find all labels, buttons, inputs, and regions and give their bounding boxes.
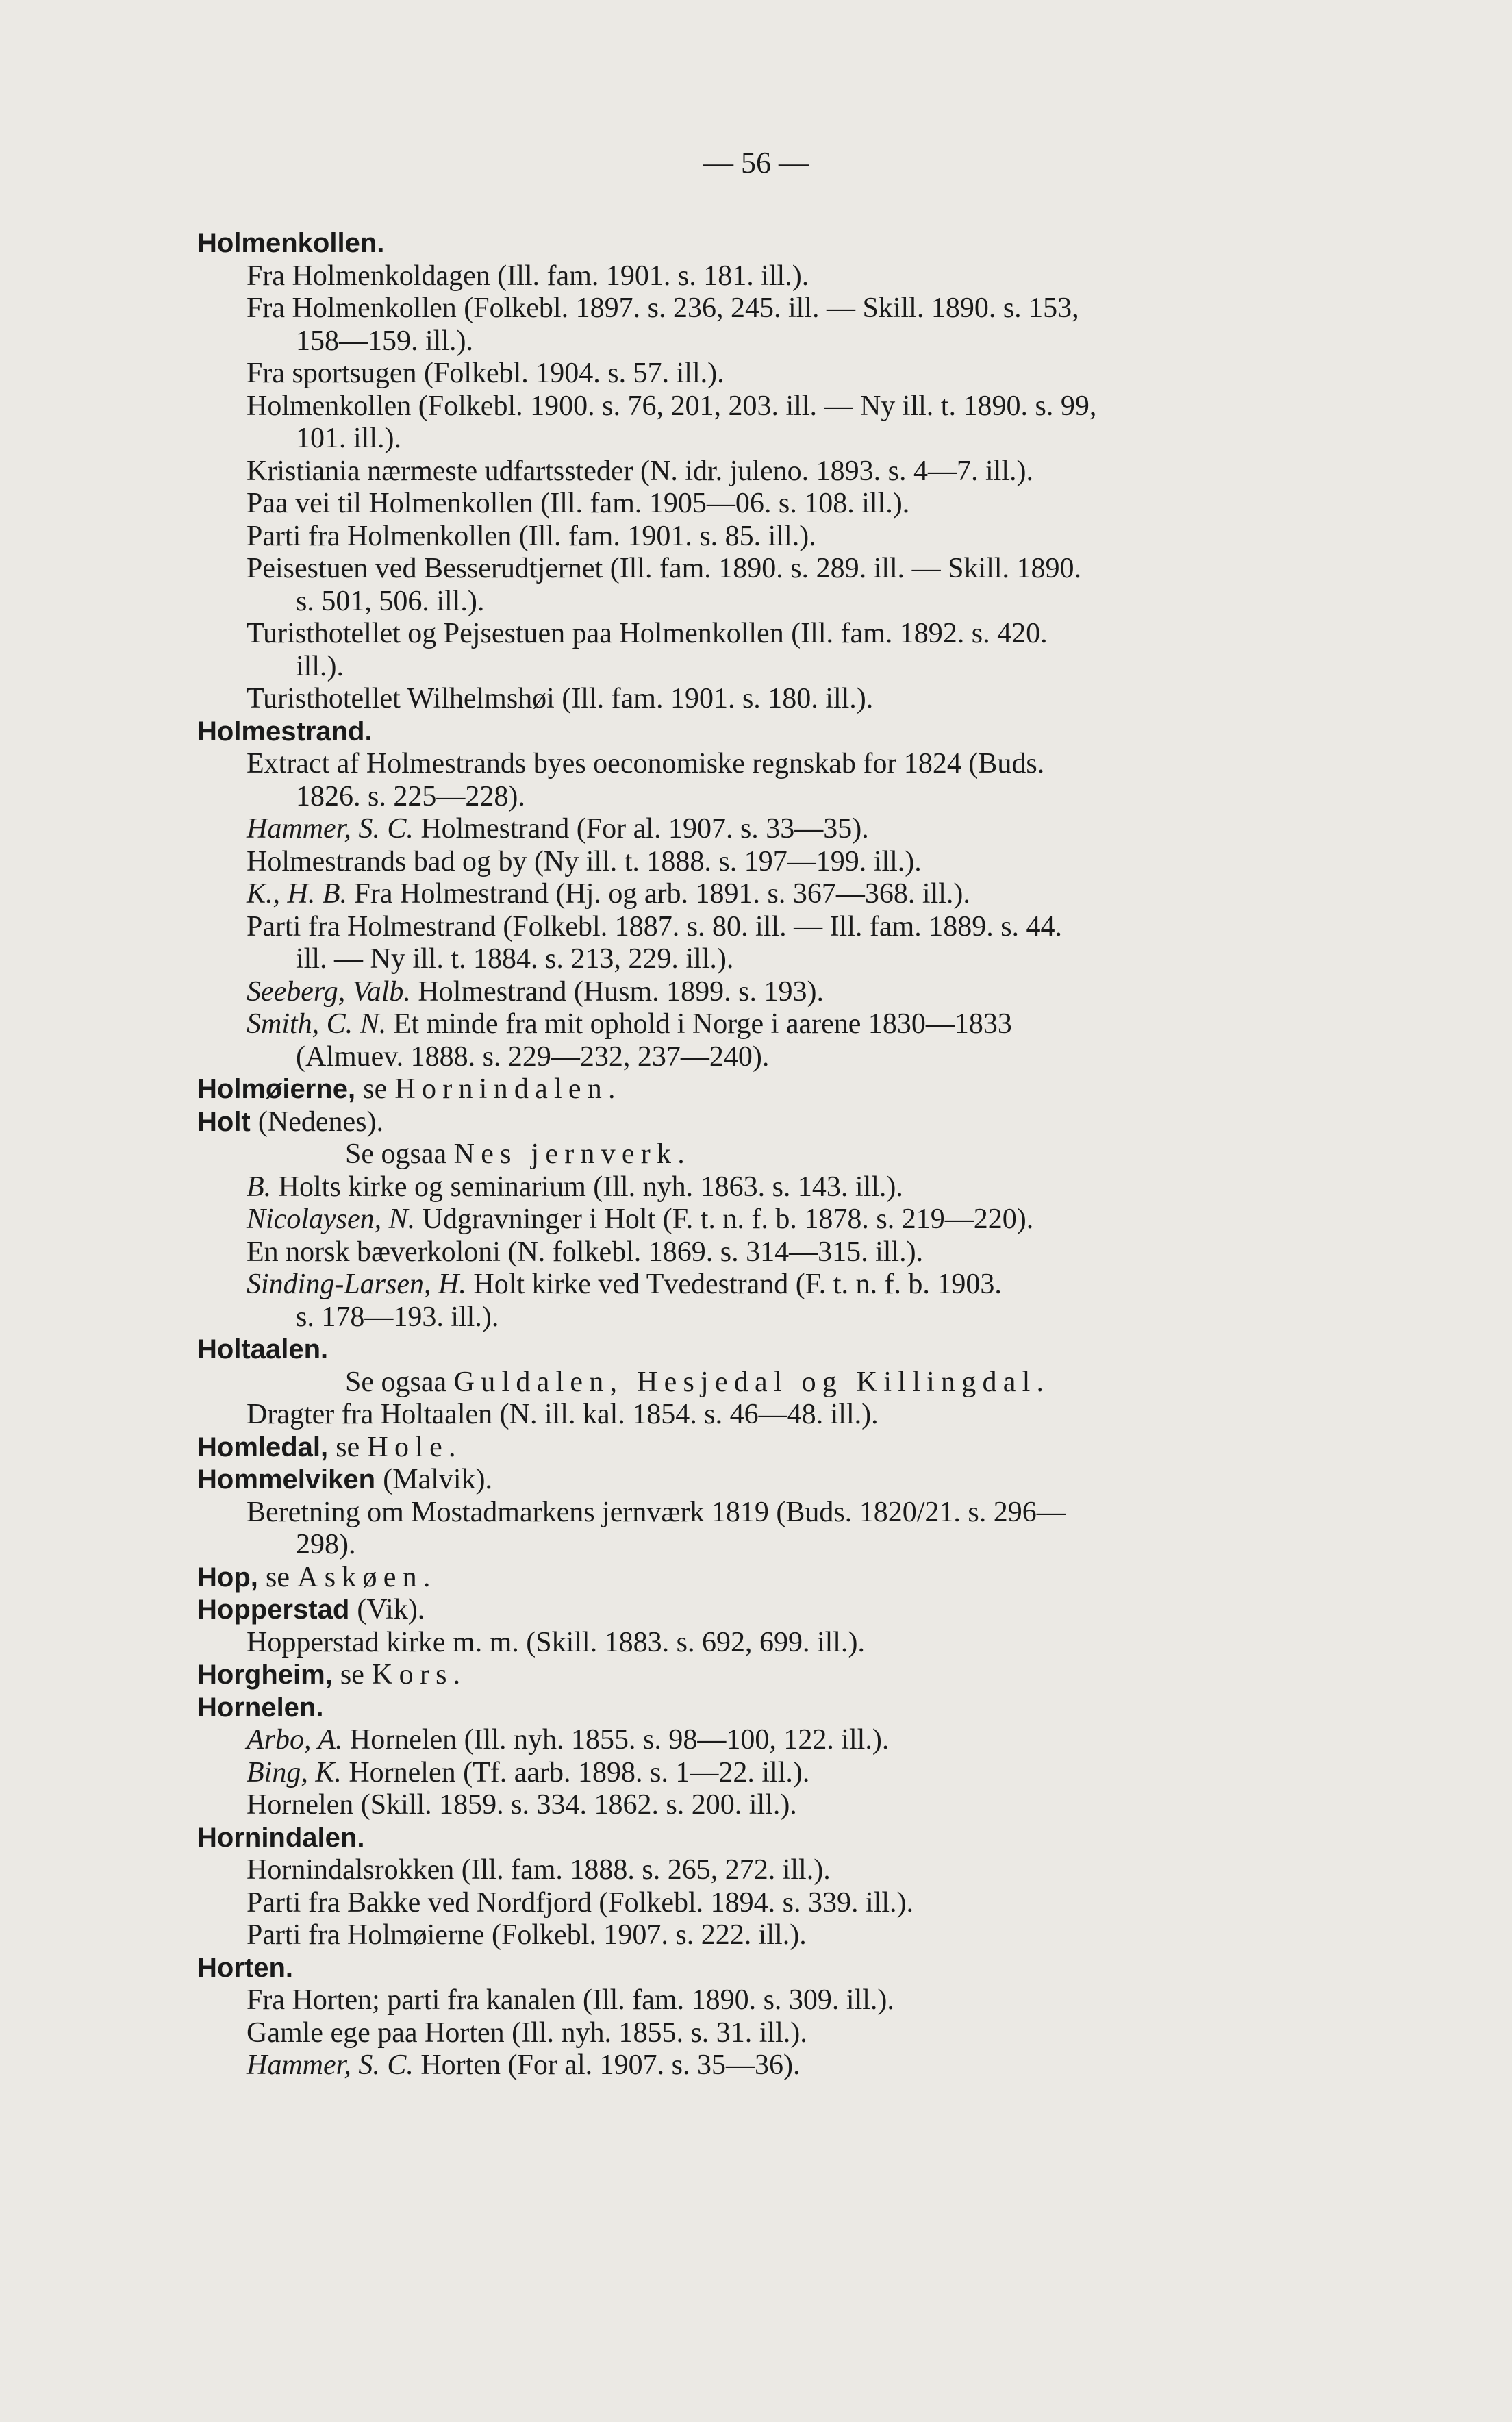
heading-term: Hornindalen. xyxy=(197,1822,365,1853)
author: Sinding-Larsen, H. xyxy=(247,1269,466,1300)
index-entry xyxy=(197,292,1389,325)
entry-text: Fra Holmenkollen (Folkebl. 1897. s. 236, 245. ill. — Skill. 1890. s. 153, xyxy=(247,292,1079,324)
index-entry xyxy=(197,1497,1389,1530)
entry-text: Holmenkollen (Folkebl. 1900. s. 76, 201, 203. ill. — Ny ill. t. 1890. s. 99, xyxy=(247,390,1097,422)
heading-note: (Vik). xyxy=(357,1594,425,1625)
heading-note: (Nedenes). xyxy=(257,1106,383,1138)
index-heading xyxy=(197,1464,1389,1497)
entry-continuation xyxy=(197,943,1389,976)
index-entry xyxy=(197,846,1389,879)
heading-term: Hop, xyxy=(197,1562,258,1593)
entry-text: Udgravninger i Holt (F. t. n. f. b. 1878. s. 219—220). xyxy=(422,1203,1034,1235)
index-entry xyxy=(197,358,1389,390)
heading-term: Holmestrand. xyxy=(197,716,373,747)
see-reference: Kors. xyxy=(372,1659,467,1690)
entry-text: Hornindalsrokken (Ill. fam. 1888. s. 265, 272. ill.). xyxy=(247,1854,831,1886)
entry-text: Holmestrand (For al. 1907. s. 33—35). xyxy=(420,813,869,845)
heading-term: Hommelviken xyxy=(197,1464,376,1495)
entry-continuation xyxy=(197,325,1389,358)
author: Seeberg, Valb. xyxy=(247,975,411,1008)
index-heading xyxy=(197,227,1389,260)
entry-text: 101. ill.). xyxy=(296,423,401,454)
index-entries xyxy=(197,227,1389,2082)
entry-text: Dragter fra Holtaalen (N. ill. kal. 1854. s. 46—48. ill.). xyxy=(247,1399,879,1430)
author: K., H. B. xyxy=(247,878,347,910)
index-heading xyxy=(197,716,1389,749)
heading-term: Holt xyxy=(197,1106,251,1137)
author: Smith, C. N. xyxy=(247,1008,387,1040)
see-label: se xyxy=(266,1561,290,1593)
author: B. xyxy=(247,1171,272,1203)
entry-text: ill.). xyxy=(296,650,344,682)
entry-text: Parti fra Bakke ved Nordfjord (Folkebl. 1894. s. 339. ill.). xyxy=(247,1886,914,1919)
author: Hammer, S. C. xyxy=(247,2049,414,2081)
cross-reference xyxy=(197,1366,1389,1399)
entry-text: 1826. s. 225—228). xyxy=(296,780,525,812)
index-heading xyxy=(197,1952,1389,1985)
index-heading xyxy=(197,1562,1389,1595)
index-heading xyxy=(197,1659,1389,1692)
index-entry xyxy=(197,911,1389,944)
index-entry xyxy=(197,1627,1389,1660)
index-entry xyxy=(197,748,1389,781)
entry-text: Holmestrands bad og by (Ny ill. t. 1888. s. 197—199. ill.). xyxy=(247,845,922,877)
entry-text: Holts kirke og seminarium (Ill. nyh. 1863. s. 143. ill.). xyxy=(278,1171,903,1203)
entry-text: Hornelen (Tf. aarb. 1898. s. 1—22. ill.). xyxy=(349,1756,810,1788)
heading-note: (Malvik). xyxy=(383,1464,493,1495)
index-entry xyxy=(197,260,1389,293)
entry-text: s. 178—193. ill.). xyxy=(296,1301,499,1333)
index-entry xyxy=(197,1171,1389,1204)
index-heading xyxy=(197,1334,1389,1366)
index-heading xyxy=(197,1692,1389,1725)
see-reference: Hole. xyxy=(367,1431,462,1463)
index-heading xyxy=(197,1073,1389,1106)
entry-text: Holmestrand (Husm. 1899. s. 193). xyxy=(418,975,824,1008)
see-label: se xyxy=(340,1659,364,1690)
entry-text: Parti fra Holmenkollen (Ill. fam. 1901. s. 85. ill.). xyxy=(247,520,816,552)
entry-continuation xyxy=(197,586,1389,619)
index-entry xyxy=(197,1399,1389,1432)
author: Hammer, S. C. xyxy=(247,813,414,845)
entry-text: Fra Horten; parti fra kanalen (Ill. fam. 1890. s. 309. ill.). xyxy=(247,1984,894,2016)
page-number: — 56 — xyxy=(703,146,809,179)
index-entry xyxy=(197,1724,1389,1757)
index-entry xyxy=(197,1269,1389,1301)
entry-continuation xyxy=(197,1041,1389,1074)
entry-text: Kristiania nærmeste udfartssteder (N. idr. juleno. 1893. s. 4—7. ill.). xyxy=(247,455,1033,487)
entry-continuation xyxy=(197,651,1389,684)
index-entry xyxy=(197,553,1389,586)
entry-text: En norsk bæverkoloni (N. folkebl. 1869. s. 314—315. ill.). xyxy=(247,1236,924,1268)
index-entry xyxy=(197,455,1389,488)
entry-text: Horten (For al. 1907. s. 35—36). xyxy=(420,2049,801,2081)
entry-text: Parti fra Holmøierne (Folkebl. 1907. s. 222. ill.). xyxy=(247,1919,807,1951)
entry-text: Fra Holmenkoldagen (Ill. fam. 1901. s. 181. ill.). xyxy=(247,260,809,292)
entry-text: Fra Holmestrand (Hj. og arb. 1891. s. 367—368. ill.). xyxy=(354,878,970,910)
entry-text: Hornelen (Ill. nyh. 1855. s. 98—100, 122. ill.). xyxy=(349,1724,890,1756)
index-heading xyxy=(197,1594,1389,1627)
index-heading xyxy=(197,1106,1389,1139)
see-reference: Hornindalen. xyxy=(394,1073,622,1105)
index-entry xyxy=(197,2049,1389,2082)
heading-term: Holtaalen. xyxy=(197,1334,329,1364)
entry-text: Turisthotellet Wilhelmshøi (Ill. fam. 1901. s. 180. ill.). xyxy=(247,683,874,714)
entry-text: Gamle ege paa Horten (Ill. nyh. 1855. s. 31. ill.). xyxy=(247,2017,807,2049)
entry-text: Fra sportsugen (Folkebl. 1904. s. 57. ill.). xyxy=(247,358,724,389)
index-entry xyxy=(197,1757,1389,1790)
heading-term: Holmøierne, xyxy=(197,1074,356,1104)
see-label: se xyxy=(336,1431,360,1463)
index-entry xyxy=(197,2017,1389,2050)
index-heading xyxy=(197,1432,1389,1464)
entry-continuation xyxy=(197,1529,1389,1562)
see-label: se xyxy=(363,1073,388,1105)
entry-text: ill. — Ny ill. t. 1884. s. 213, 229. ill.). xyxy=(296,943,734,975)
heading-term: Holmenkollen. xyxy=(197,228,385,258)
index-entry xyxy=(197,1919,1389,1952)
index-entry xyxy=(197,1854,1389,1887)
entry-text: Beretning om Mostadmarkens jernværk 1819 (Buds. 1820/21. s. 296— xyxy=(247,1496,1066,1528)
see-reference: Askøen. xyxy=(297,1561,437,1593)
entry-continuation xyxy=(197,1301,1389,1334)
index-heading xyxy=(197,1822,1389,1855)
index-entry xyxy=(197,1984,1389,2017)
index-entry xyxy=(197,683,1389,716)
entry-text: s. 501, 506. ill.). xyxy=(296,585,485,617)
heading-term: Hopperstad xyxy=(197,1595,350,1625)
see-reference: Guldalen, Hesjedal og Killingdal. xyxy=(453,1366,1050,1398)
heading-term: Hornelen. xyxy=(197,1692,324,1723)
index-entry xyxy=(197,1203,1389,1236)
index-entry xyxy=(197,878,1389,911)
index-entry xyxy=(197,521,1389,553)
see-reference: Nes jernverk. xyxy=(453,1138,692,1170)
cross-reference xyxy=(197,1138,1389,1171)
index-entry xyxy=(197,618,1389,651)
entry-text: Extract af Holmestrands byes oeconomiske regnskab for 1824 (Buds. xyxy=(247,748,1045,779)
index-entry xyxy=(197,1236,1389,1269)
entry-continuation xyxy=(197,423,1389,455)
entry-continuation xyxy=(197,781,1389,814)
entry-text: Et minde fra mit ophold i Norge i aarene 1830—1833 xyxy=(393,1008,1012,1040)
entry-text: Paa vei til Holmenkollen (Ill. fam. 1905—06. s. 108. ill.). xyxy=(247,488,910,519)
entry-text: Parti fra Holmestrand (Folkebl. 1887. s. 80. ill. — Ill. fam. 1889. s. 44. xyxy=(247,910,1063,942)
author: Arbo, A. xyxy=(247,1724,343,1756)
entry-text: 158—159. ill.). xyxy=(296,325,473,357)
index-entry xyxy=(197,488,1389,521)
entry-text: Hopperstad kirke m. m. (Skill. 1883. s. 692, 699. ill.). xyxy=(247,1626,865,1658)
entry-text: Hornelen (Skill. 1859. s. 334. 1862. s. 200. ill.). xyxy=(247,1789,797,1821)
entry-text: Turisthotellet og Pejsestuen paa Holmenkollen (Ill. fam. 1892. s. 420. xyxy=(247,618,1048,649)
author: Bing, K. xyxy=(247,1756,342,1788)
index-entry xyxy=(197,1008,1389,1041)
index-entry xyxy=(197,1789,1389,1822)
entry-text: (Almuev. 1888. s. 229—232, 237—240). xyxy=(296,1040,770,1073)
author: Nicolaysen, N. xyxy=(247,1203,416,1235)
see-label: Se ogsaa xyxy=(345,1366,447,1398)
see-label: Se ogsaa xyxy=(345,1138,447,1170)
heading-term: Horten. xyxy=(197,1952,293,1983)
entry-text: 298). xyxy=(296,1529,356,1560)
index-entry xyxy=(197,813,1389,846)
index-entry xyxy=(197,390,1389,423)
heading-term: Horgheim, xyxy=(197,1660,333,1690)
entry-text: Holt kirke ved Tvedestrand (F. t. n. f. b. 1903. xyxy=(473,1269,1002,1300)
heading-term: Homledal, xyxy=(197,1432,329,1462)
entry-text: Peisestuen ved Besserudtjernet (Ill. fam. 1890. s. 289. ill. — Skill. 1890. xyxy=(247,553,1082,584)
index-entry xyxy=(197,1887,1389,1920)
index-entry xyxy=(197,976,1389,1009)
